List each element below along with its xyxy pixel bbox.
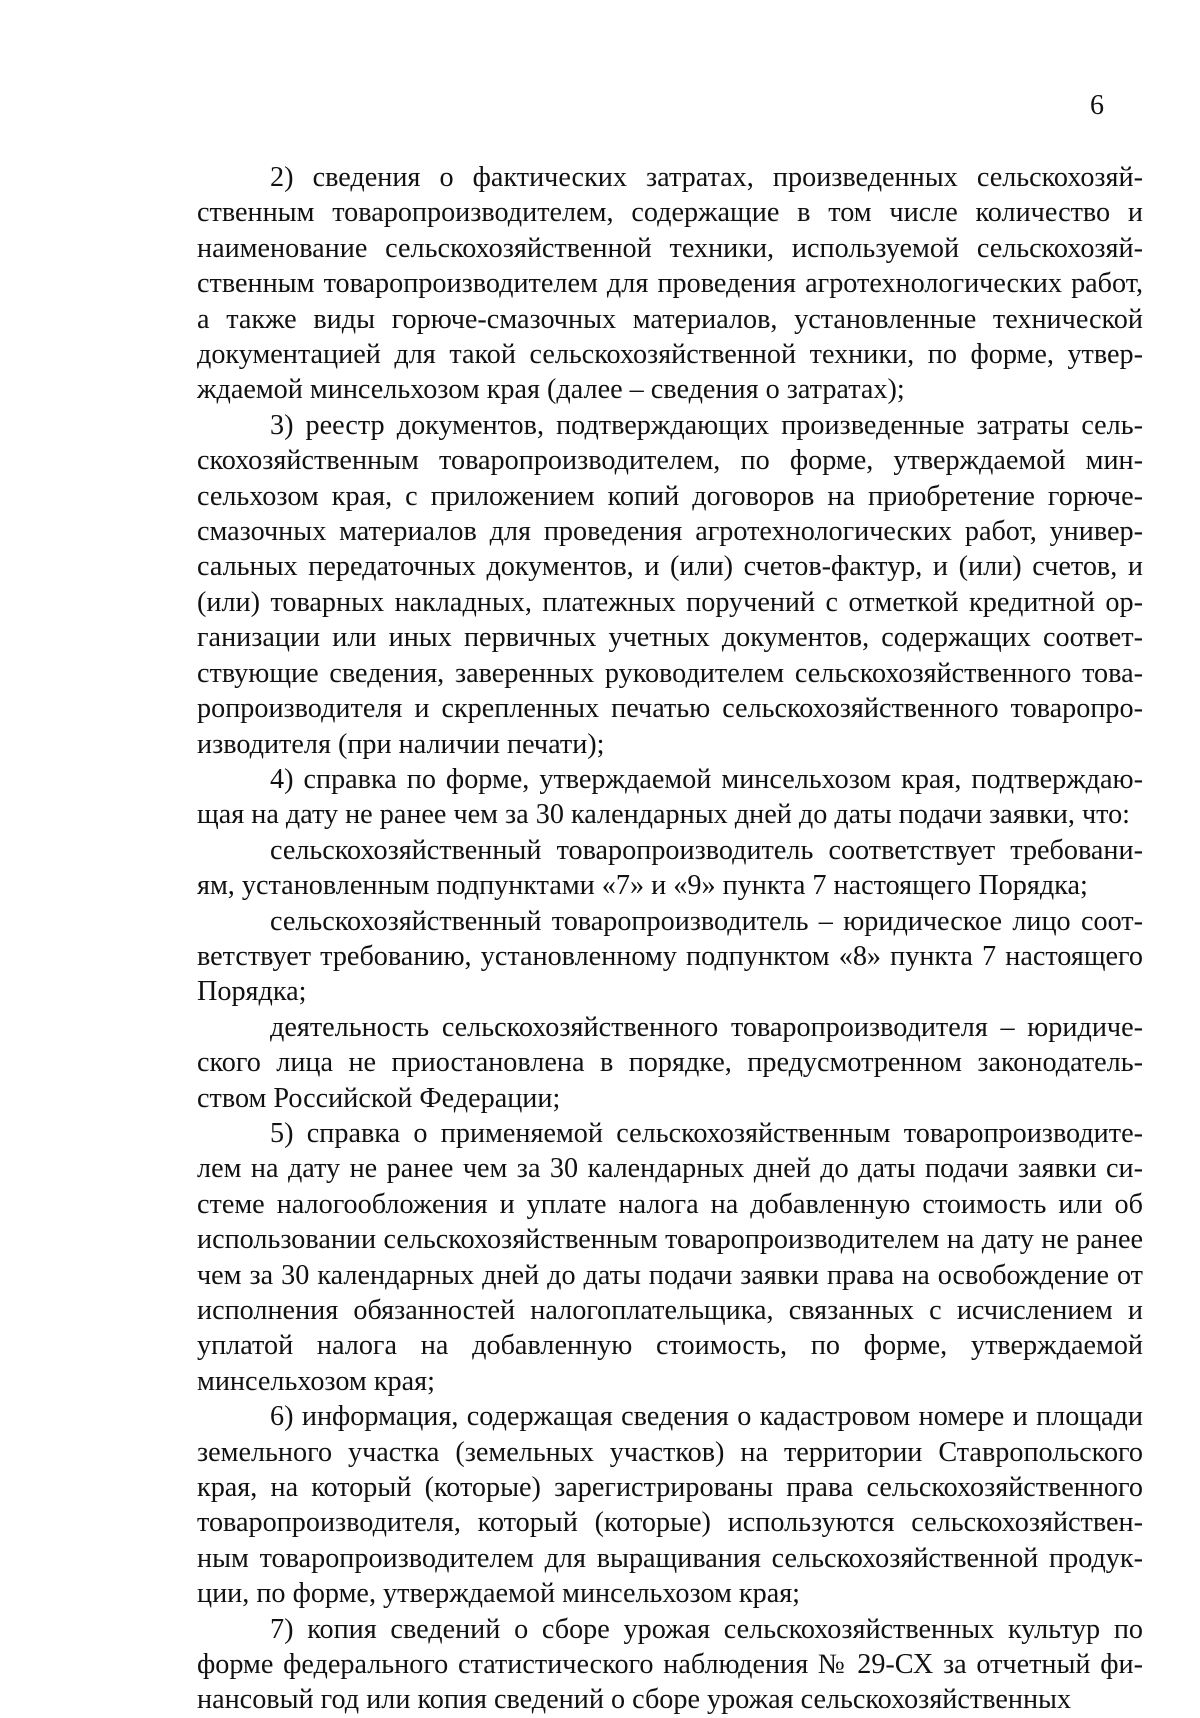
paragraph-item-4-clause-2: сельскохозяйственный товаропроизводитель – юридическое лицо соответствует требованию, установленному подпунктом «8» пункта 7 настоящего Порядка; (197, 905, 1143, 1008)
document-body (197, 160, 1143, 1718)
paragraph-item-4: 4) справка по форме, утверждаемой минсельхозом края, подтверждающая на дату не ранее чем за 30 календарных дней до даты подачи заявки, что: (197, 763, 1143, 831)
paragraph-item-4-clause-1: сельскохозяйственный товаропроизводитель соответствует требованиям, установленным подпунктами «7» и «9» пункта 7 настоящего Порядка; (197, 834, 1143, 902)
page-number: 6 (1090, 90, 1104, 121)
paragraph-item-2: 2) сведения о фактических затратах, произведенных сельскохозяйственным товаропроизводителем, содержащие в том числе количество и наименование сельскохозяйственной техники, используемой сельскохозяйственным товаропроизводителем для проведения агротехнологических работ, а также виды горюче-смазочных материалов, установленные технической документацией для такой сельскохозяйственной техники, по форме, утверждаемой минсельхозом края (далее – сведения о затратах); (197, 162, 1143, 406)
paragraph-item-4-clause-3: деятельность сельскохозяйственного товаропроизводителя – юридического лица не приостановлена в порядке, предусмотренном законодательством Российской Федерации; (197, 1011, 1143, 1114)
paragraph-item-6: 6) информация, содержащая сведения о кадастровом номере и площади земельного участка (земельных участков) на территории Ставропольского края, на который (которые) зарегистрированы права сельскохозяйственного товаропроизводителя, который (которые) используются сельскохозяйственным товаропроизводителем для выращивания сельскохозяйственной продукции, по форме, утверждаемой минсельхозом края; (197, 1401, 1143, 1610)
paragraph-item-7: 7) копия сведений о сборе урожая сельскохозяйственных культур по форме федерального статистического наблюдения № 29-СХ за отчетный финансовый год или копия сведений о сборе урожая сельскохозяйственных (197, 1613, 1143, 1716)
paragraph-item-5: 5) справка о применяемой сельскохозяйственным товаропроизводителем на дату не ранее чем за 30 календарных дней до даты подачи заявки системе налогообложения и уплате налога на добавленную стоимость или об использовании сельскохозяйственным товаропроизводителем на дату не ранее чем за 30 календарных дней до даты подачи заявки права на освобождение от исполнения обязанностей налогоплательщика, связанных с исчислением и уплатой налога на добавленную стоимость, по форме, утверждаемой минсельхозом края; (197, 1117, 1143, 1397)
paragraph-item-3: 3) реестр документов, подтверждающих произведенные затраты сельскохозяйственным товаропроизводителем, по форме, утверждаемой минсельхозом края, с приложением копий договоров на приобретение горюче-смазочных материалов для проведения агротехнологических работ, универсальных передаточных документов, и (или) счетов-фактур, и (или) счетов, и (или) товарных накладных, платежных поручений с отметкой кредитной организации или иных первичных учетных документов, содержащих соответствующие сведения, заверенных руководителем сельскохозяйственного товаропроизводителя и скрепленных печатью сельскохозяйственного товаропроизводителя (при наличии печати); (197, 409, 1143, 760)
